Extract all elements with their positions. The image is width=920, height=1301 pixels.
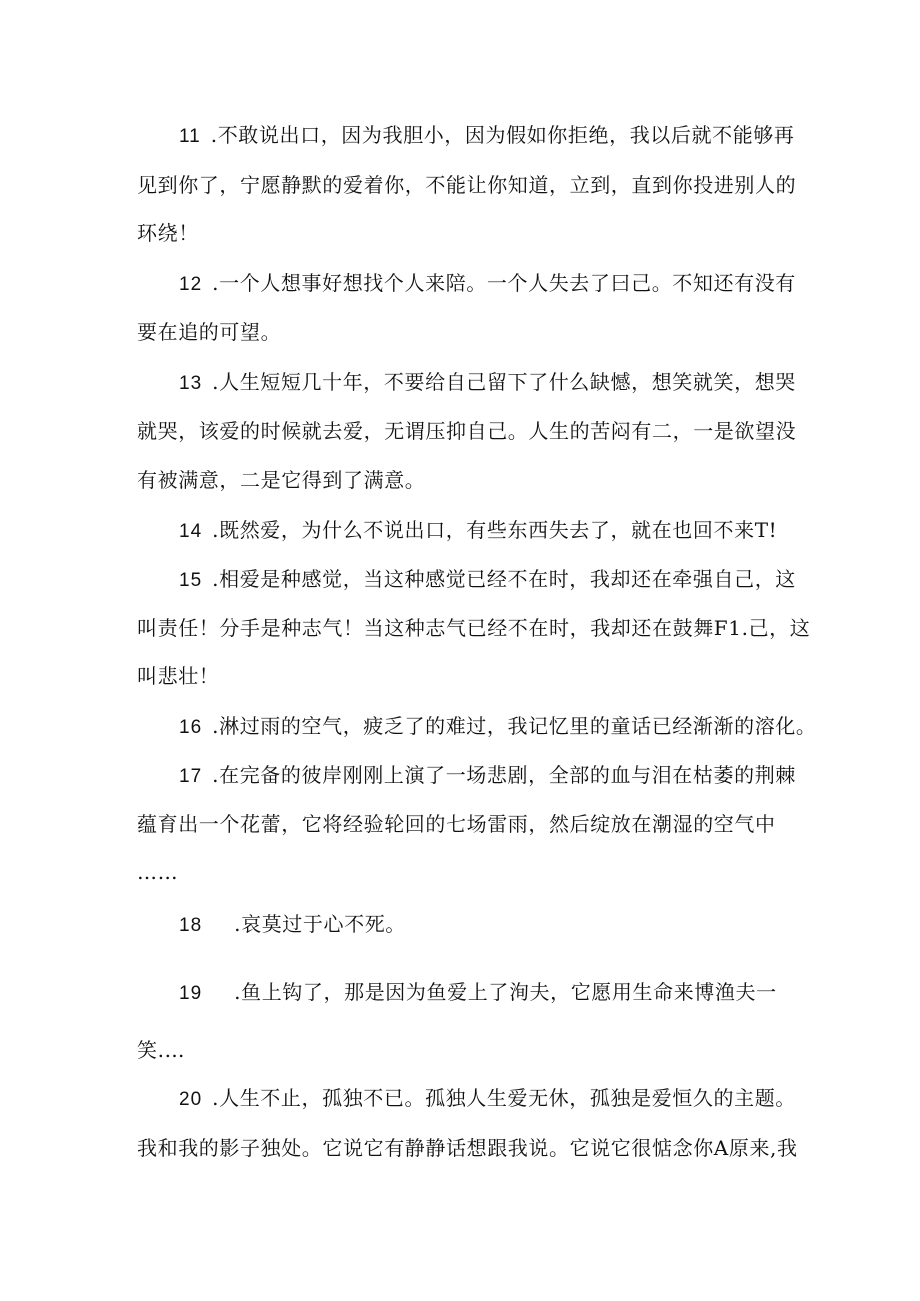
item-text: .在完备的彼岸刚刚上演了一场悲剧，全部的血与泪在枯萎的荆棘 xyxy=(212,763,796,787)
item-11-line-3: 环绕！ xyxy=(137,221,199,245)
item-text: .鱼上钩了，那是因为鱼爱上了洵夫，它愿用生命来博渔夫一 xyxy=(234,980,777,1004)
item-text: .淋过雨的空气，疲乏了的难过，我记忆里的童话已经渐渐的溶化。 xyxy=(212,714,817,738)
item-text: .不敢说出口，因为我胆小，因为假如你拒绝，我以后就不能够再 xyxy=(210,123,795,147)
item-17-line-3: …… xyxy=(137,860,179,884)
item-11-line-1 xyxy=(179,121,795,151)
item-text: .一个人想事好想找个人来陪。一个人失去了曰己。不知还有没有 xyxy=(212,271,796,295)
item-12-line-2: 要在追的可望。 xyxy=(137,320,282,344)
item-20-line-1 xyxy=(179,1084,796,1114)
item-14-line-1 xyxy=(179,516,777,546)
item-18-line-1 xyxy=(179,910,406,940)
item-number: 12 xyxy=(179,274,203,295)
item-text: .相爱是种感觉，当这种感觉已经不在时，我却还在牵强自己，这 xyxy=(212,567,796,591)
item-text: .既然爱，为什么不说出口，有些东西失去了，就在也回不来T! xyxy=(212,518,778,542)
item-19-line-2: 笑.… xyxy=(137,1038,186,1062)
item-15-line-3: 叫悲壮！ xyxy=(137,664,220,688)
item-number: 11 xyxy=(179,126,201,147)
item-number: 14 xyxy=(179,521,203,542)
item-number: 15 xyxy=(179,570,203,591)
item-13-line-3: 有被满意，二是它得到了满意。 xyxy=(137,468,426,492)
item-20-line-2: 我和我的影子独处。它说它有静静话想跟我说。它说它很惦念你A原来,我 xyxy=(137,1136,798,1160)
item-number: 17 xyxy=(179,766,203,787)
item-text: .哀莫过于心不死。 xyxy=(234,912,406,936)
item-13-line-1 xyxy=(179,368,796,398)
item-number: 20 xyxy=(179,1089,203,1110)
item-11-line-2: 见到你了，宁愿静默的爱着你，不能让你知道，立到，直到你投进别人的 xyxy=(137,173,797,197)
item-17-line-2: 蕴育出一个花蕾，它将经验轮回的七场雷雨，然后绽放在潮湿的空气中 xyxy=(137,812,776,836)
item-19-line-1 xyxy=(179,978,777,1008)
item-text: .人生短短几十年，不要给自己留下了什么缺憾，想笑就笑，想哭 xyxy=(212,370,796,394)
item-15-line-1 xyxy=(179,565,796,595)
item-15-line-2: 叫责任！分手是种志气！当这种志气已经不在时，我却还在鼓舞F1.己，这 xyxy=(137,616,811,640)
item-number: 19 xyxy=(179,983,203,1004)
item-number: 13 xyxy=(179,373,203,394)
item-number: 18 xyxy=(179,915,203,936)
item-13-line-2: 就哭，该爱的时候就去爱，无谓压抑自己。人生的苦闷有二，一是欲望没 xyxy=(137,419,797,443)
item-text: .人生不止，孤独不已。孤独人生爱无休，孤独是爱恒久的主题。 xyxy=(212,1086,796,1110)
item-12-line-1 xyxy=(179,269,796,299)
item-number: 16 xyxy=(179,717,203,738)
item-17-line-1 xyxy=(179,761,796,791)
item-16-line-1 xyxy=(179,712,817,742)
